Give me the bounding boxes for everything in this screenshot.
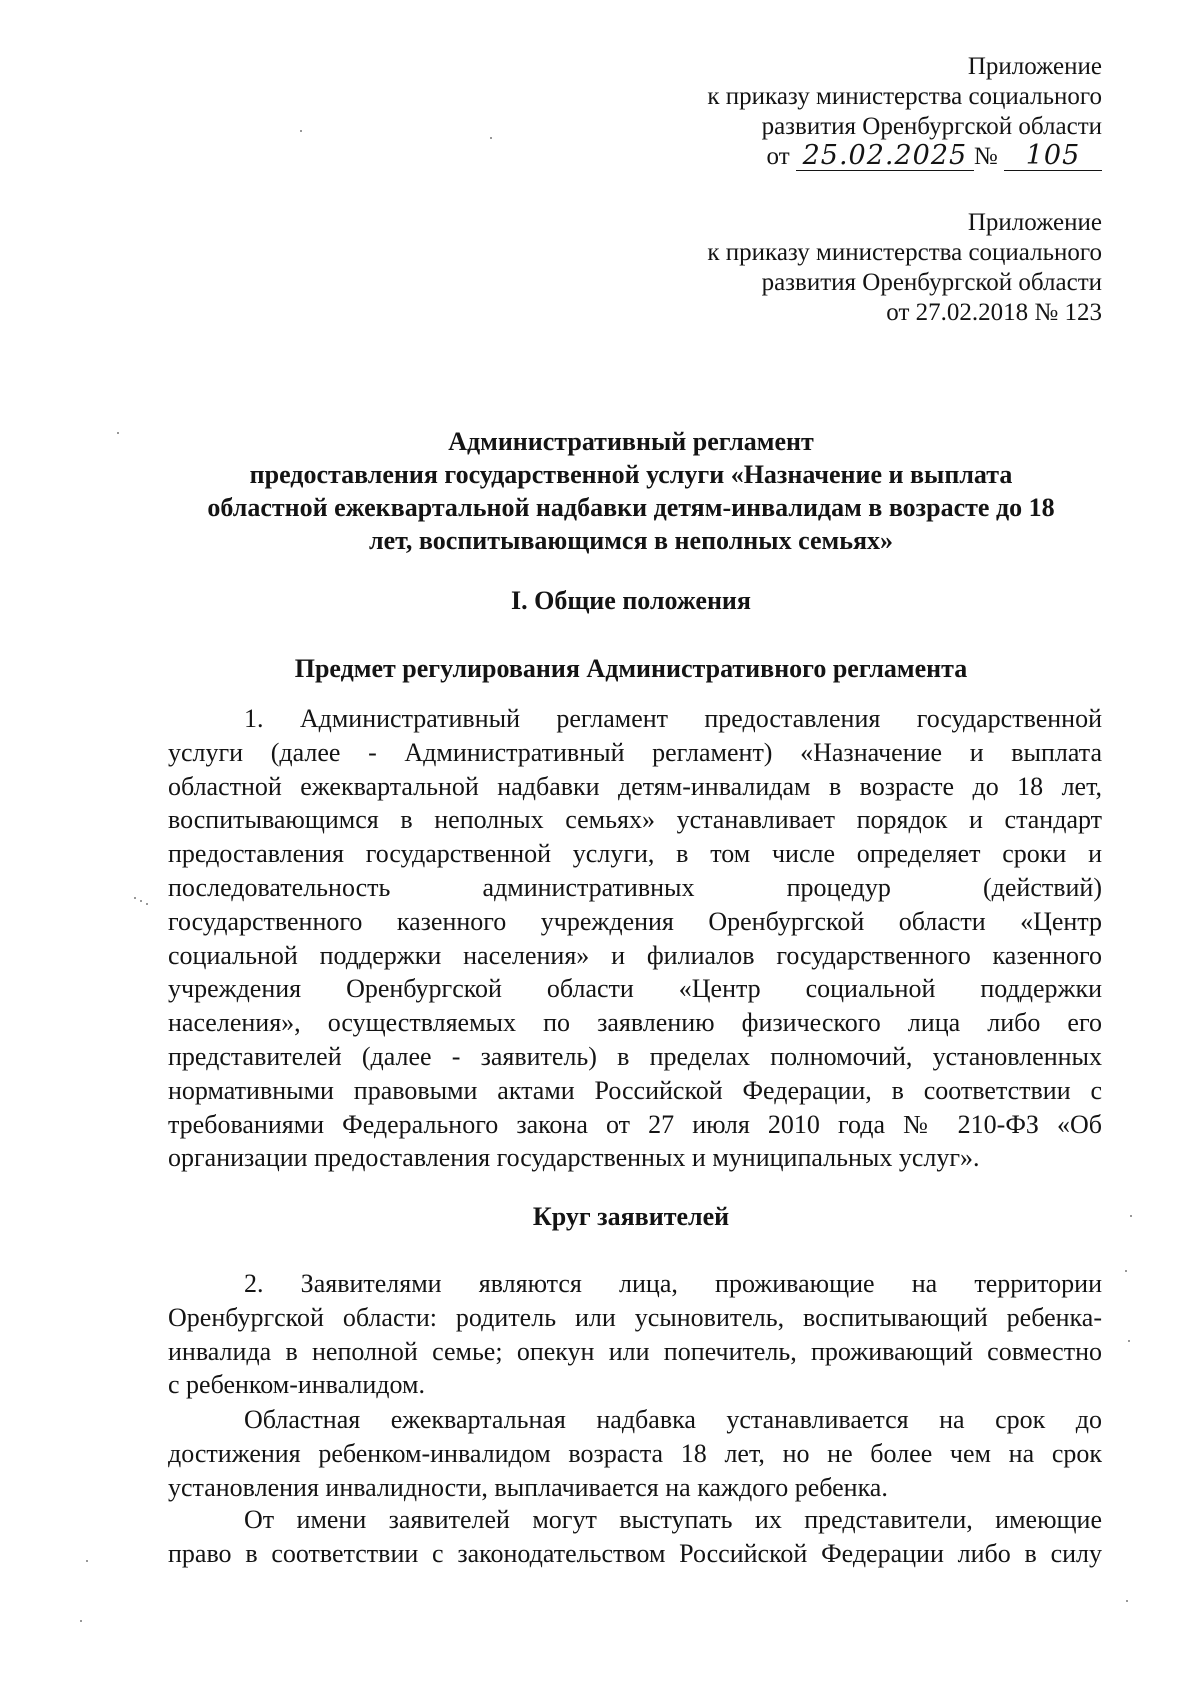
scan-speck: [140, 900, 142, 902]
scan-speck: [80, 1620, 82, 1622]
paragraph-line: государственного казенного учреждения Оренбургской области «Центр: [168, 906, 1102, 936]
paragraph-line: областной ежеквартальной надбавки детям-инвалидам в возрасте до 18 лет,: [168, 771, 1102, 801]
paragraph-4: [168, 1503, 1102, 1571]
paragraph-line: социальной поддержки населения» и филиалов государственного казенного: [168, 940, 1102, 970]
section-heading: I. Общие положения: [511, 586, 751, 615]
scan-speck: [1128, 1340, 1130, 1342]
subject-heading: Предмет регулирования Административного регламента: [294, 654, 968, 683]
annex-current-line2: к приказу министерства социального: [707, 83, 1102, 110]
annex-original-line2: к приказу министерства социального: [707, 239, 1102, 266]
paragraph-line: 1. Административный регламент предоставления государственной: [244, 704, 1102, 733]
title-line3: областной ежеквартальной надбавки детям-инвалидам в возрасте до 18: [207, 493, 1055, 522]
annex-current: [582, 52, 1102, 172]
handwritten-number: 105: [1004, 142, 1102, 171]
annex-original: [582, 208, 1102, 328]
scan-speck: [117, 432, 119, 434]
paragraph-line: учреждения Оренбургской области «Центр социальной поддержки: [168, 974, 1102, 1004]
number-sign: №: [973, 143, 998, 170]
scan-speck: [134, 897, 136, 899]
scan-speck: [86, 1560, 88, 1562]
paragraph-line: услуги (далее - Административный регламент) «Назначение и выплата: [168, 737, 1102, 767]
paragraph-line: Областная ежеквартальная надбавка устанавливается на срок до: [244, 1405, 1102, 1434]
scan-speck: [1126, 1600, 1128, 1602]
paragraph-line: последовательность административных процедур (действий): [168, 872, 1102, 902]
scan-speck: [1130, 1215, 1132, 1217]
annex-current-date-line: [582, 142, 1102, 172]
paragraph-line: инвалида в неполной семье; опекун или попечитель, проживающий совместно: [168, 1336, 1102, 1366]
title-line1: Административный регламент: [448, 427, 814, 456]
scan-speck: [300, 130, 302, 132]
paragraph-2: [168, 1267, 1102, 1402]
annex-current-line1: Приложение: [967, 53, 1102, 80]
paragraph-line: Оренбургской области: родитель или усыновитель, воспитывающий ребенка-: [168, 1302, 1102, 1332]
paragraph-line: представителей (далее - заявитель) в пределах полномочий, установленных: [168, 1041, 1102, 1071]
annex-current-line3: развития Оренбургской области: [761, 113, 1102, 140]
scan-speck: [490, 137, 492, 139]
paragraph-line: установления инвалидности, выплачивается на каждого ребенка.: [168, 1472, 888, 1502]
paragraph-line: 2. Заявителями являются лица, проживающие на территории: [244, 1269, 1102, 1298]
applicants-heading: Круг заявителей: [532, 1202, 730, 1231]
paragraph-line: населения», осуществляемых по заявлению физического лица либо его: [168, 1008, 1102, 1038]
document-title: [160, 425, 1102, 557]
paragraph-line: организации предоставления государственных и муниципальных услуг».: [168, 1143, 980, 1173]
paragraph-line: требованиями Федерального закона от 27 июля 2010 года № 210-ФЗ «Об: [168, 1109, 1102, 1139]
scan-speck: [1125, 1270, 1127, 1272]
paragraph-line: воспитывающимся в неполных семьях» устанавливает порядок и стандарт: [168, 805, 1102, 835]
annex-original-line3: развития Оренбургской области: [761, 269, 1102, 296]
title-line4: лет, воспитывающимся в неполных семьях»: [368, 526, 894, 555]
paragraph-line: От имени заявителей могут выступать их представители, имеющие: [244, 1505, 1102, 1534]
scan-speck: [146, 903, 148, 905]
title-line2: предоставления государственной услуги «Назначение и выплата: [249, 460, 1013, 489]
annex-original-line4: от 27.02.2018 № 123: [886, 299, 1102, 326]
handwritten-date: 25.02.2025: [796, 142, 974, 171]
paragraph-line: с ребенком-инвалидом.: [168, 1370, 425, 1400]
paragraph-line: нормативными правовыми актами Российской Федерации, в соответствии с: [168, 1075, 1102, 1105]
paragraph-line: достижения ребенком-инвалидом возраста 18 лет, но не более чем на срок: [168, 1438, 1102, 1468]
paragraph-1: [168, 702, 1102, 1175]
annex-original-line1: Приложение: [967, 209, 1102, 236]
paragraph-line: право в соответствии с законодательством Российской Федерации либо в силу: [168, 1538, 1102, 1568]
date-prefix: от: [766, 143, 790, 170]
paragraph-3: [168, 1403, 1102, 1504]
paragraph-line: предоставления государственной услуги, в том числе определяет сроки и: [168, 839, 1102, 869]
